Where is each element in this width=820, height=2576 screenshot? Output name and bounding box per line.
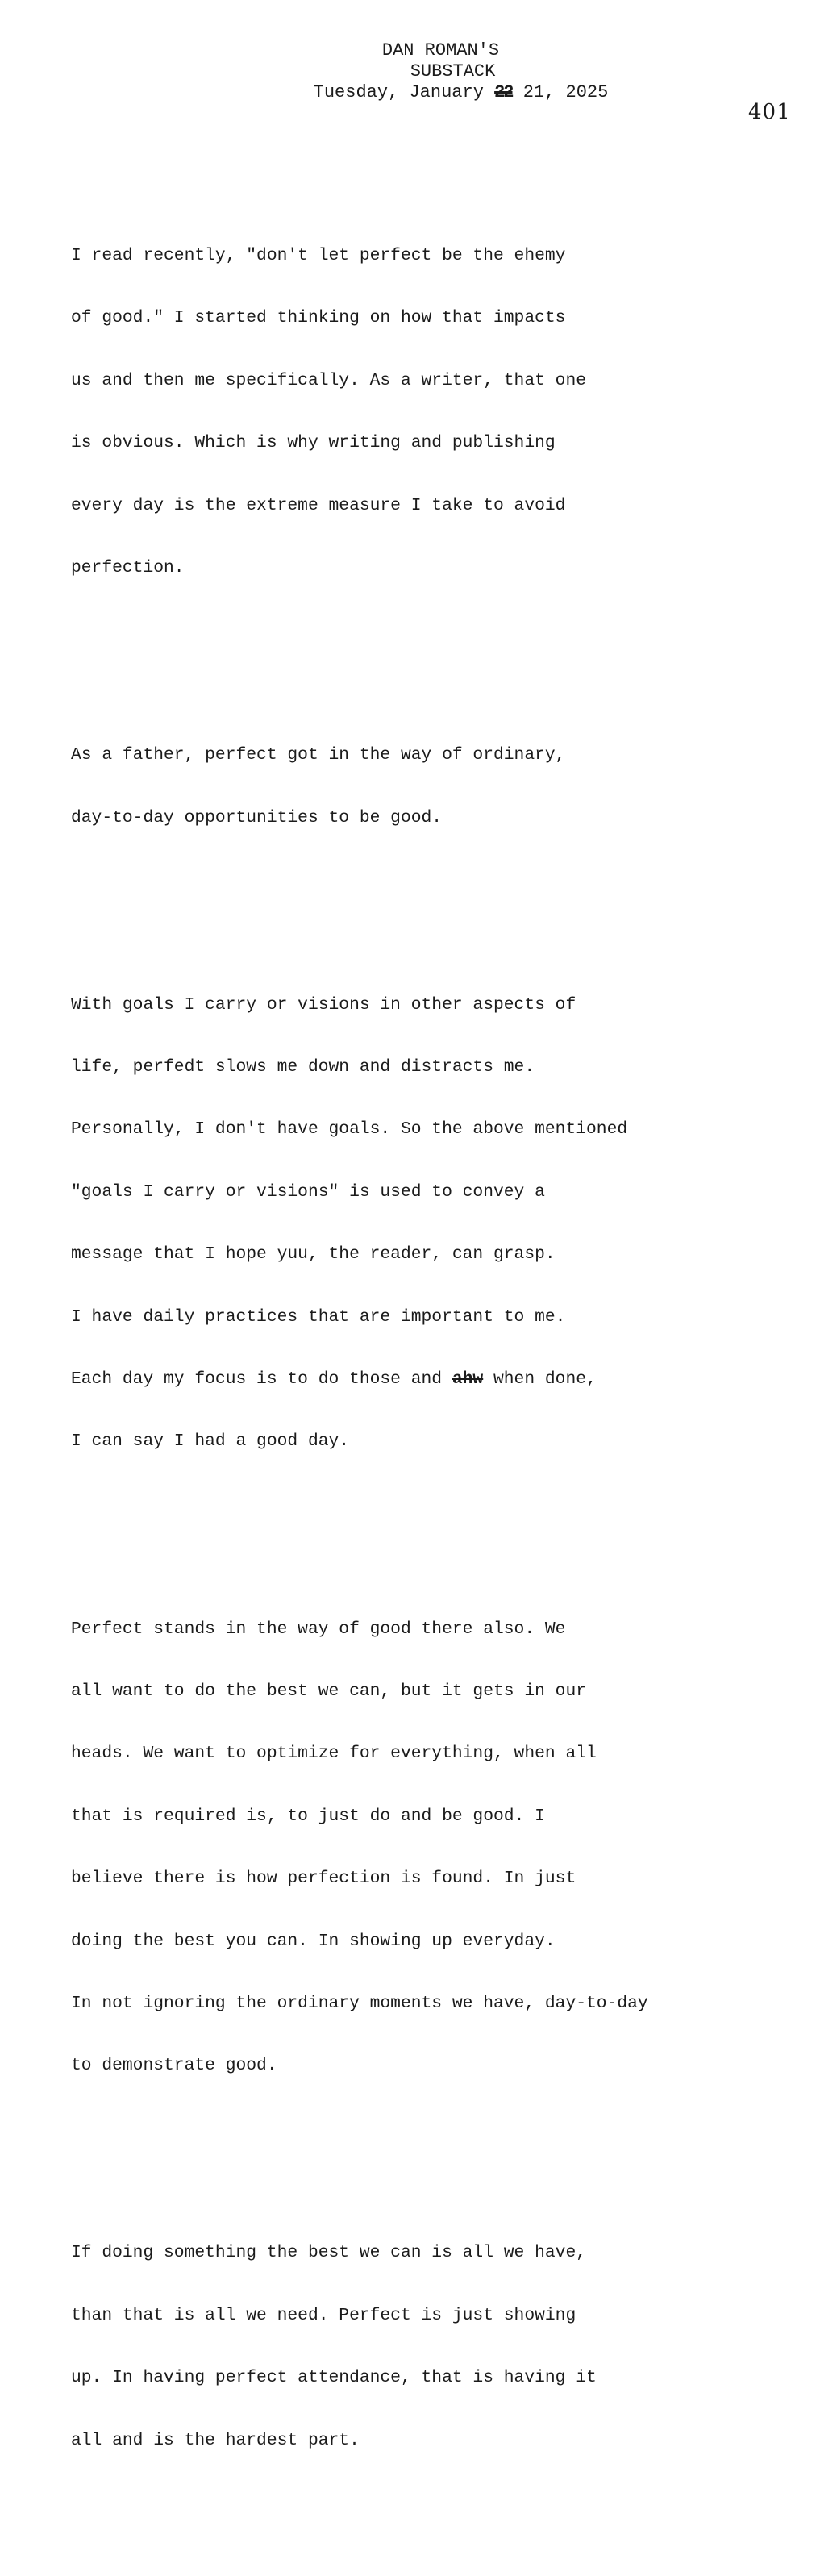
text-line: that is required is, to just do and be good. I xyxy=(71,1806,545,1826)
struck-day: 22 xyxy=(494,82,513,102)
text-line: perfection. xyxy=(71,557,185,577)
text-line: is obvious. Which is why writing and publishing xyxy=(71,433,556,453)
text-line: message that I hope yuu, the reader, can grasp. xyxy=(71,1244,556,1265)
date-suffix: 21, 2025 xyxy=(512,82,609,102)
text-line: I read recently, "don't let perfect be the ehemy xyxy=(71,245,566,265)
text-line: every day is the extreme measure I take to avoid xyxy=(71,495,566,515)
text-line: day-to-day opportunities to be good. xyxy=(71,807,443,827)
article-body xyxy=(71,142,797,2576)
text-line: Perfect stands in the way of good there also. We xyxy=(71,1619,566,1639)
text-line: up. In having perfect attendance, that is having it xyxy=(71,2368,597,2388)
line-segment: Each day my focus is to do those and xyxy=(71,1369,452,1390)
text-line: us and then me specifically. As a writer, that one xyxy=(71,370,587,390)
text-line: In not ignoring the ordinary moments we have, day-to-day xyxy=(71,1993,648,2013)
paragraph xyxy=(71,1578,797,2119)
text-line: As a father, perfect got in the way of ordinary, xyxy=(71,745,566,765)
date-prefix: Tuesday, January xyxy=(313,82,495,102)
struck-word: ahw xyxy=(452,1369,484,1390)
paragraph xyxy=(71,704,797,870)
text-line: all want to do the best we can, but it gets in our xyxy=(71,1681,587,1701)
page-header xyxy=(0,40,820,103)
text-line: all and is the hardest part. xyxy=(71,2430,360,2450)
text-line: "goals I carry or visions" is used to convey a xyxy=(71,1182,545,1202)
text-line: With goals I carry or visions in other aspects of xyxy=(71,994,576,1015)
text-line: believe there is how perfection is found. In just xyxy=(71,1869,576,1889)
text-line: of good." I started thinking on how that impacts xyxy=(71,308,566,328)
text-line: to demonstrate good. xyxy=(71,2056,277,2076)
text-line: life, perfedt slows me down and distracts me. xyxy=(71,1057,535,1078)
text-line: I can say I had a good day. xyxy=(71,1432,350,1452)
header-title: DAN ROMAN'S xyxy=(381,40,500,60)
text-line: than that is all we need. Perfect is just showing xyxy=(71,2305,576,2325)
paragraph xyxy=(71,953,797,1494)
text-line: I have daily practices that are important to me. xyxy=(71,1307,566,1327)
paragraph xyxy=(71,204,797,620)
text-line: heads. We want to optimize for everything, when all xyxy=(71,1744,597,1764)
paragraph xyxy=(71,2202,797,2493)
text-line: doing the best you can. In showing up everyday. xyxy=(71,1931,556,1951)
text-line: Personally, I don't have goals. So the above mentioned xyxy=(71,1119,628,1140)
header-subtitle: SUBSTACK xyxy=(410,61,496,81)
header-date xyxy=(102,82,820,103)
line-segment: when done, xyxy=(483,1369,597,1390)
text-line: If doing something the best we can is all we have, xyxy=(71,2243,587,2263)
page-number: 401 xyxy=(748,100,791,124)
text-line-with-strikeover xyxy=(71,1369,797,1390)
